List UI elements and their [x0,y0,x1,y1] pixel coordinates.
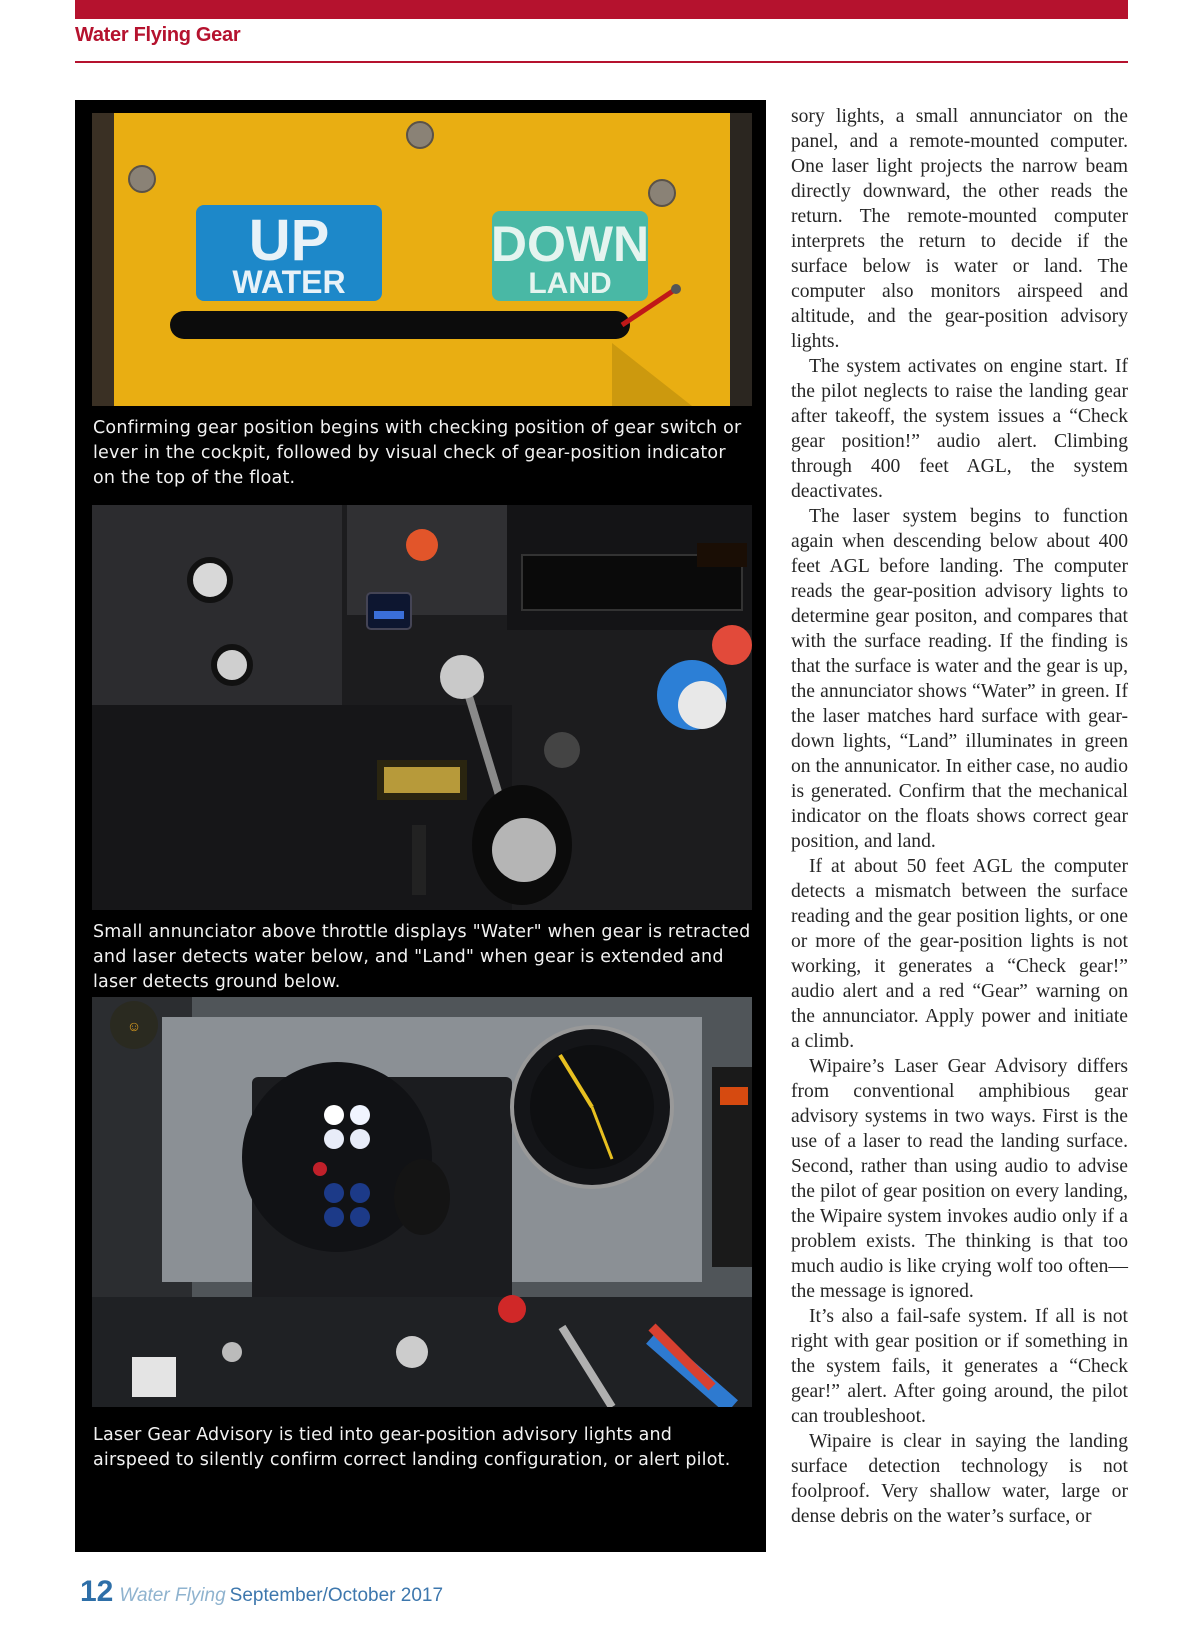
sign-water-text: WATER [232,264,346,300]
sign-up-text: UP [248,208,330,273]
issue-date: September/October 2017 [229,1585,444,1606]
photo-gear-indicator [92,113,752,406]
magazine-name: Water Flying [119,1585,226,1606]
photo-caption-3: Laser Gear Advisory is tied into gear-position advisory lights and airspeed to silently confirm correct landing configuration, or alert pilot. [93,1425,731,1470]
photo-annunciator-panel [92,505,752,910]
photo-gear-advisory-lights [92,997,752,1407]
header-bar [75,0,1128,19]
article-paragraph: It’s also a fail-safe system. If all is not right with gear position or if something in the system fails, it generates a “Check gear!” alert. After going around, the pilot can troubleshoot. [791,1306,1128,1427]
photo-panel [75,100,766,1552]
article-paragraph: Wipaire is clear in saying the landing surface detection technology is not foolproof. Very shallow water, large or dense debris on the water’s surface, or [791,1431,1128,1527]
gear-advisory-illustration [92,997,752,1407]
section-title: Water Flying Gear [75,24,241,46]
article-paragraph: The laser system begins to function again when descending below about 400 feet AGL before landing. The computer reads the gear-position advisory lights to determine gear positon, and compares that with the surface reading. If the finding is that the surface is water and the gear is up, the annunciator shows “Water” in green. If the laser matches hard surface with gear-down lights, “Land” illuminates in green on the annunicator. In either case, no audio is generated. Confirm that the mechanical indicator on the floats shows correct gear position, and land. [791,506,1128,852]
page-number: 12 [80,1575,114,1608]
gear-indicator-illustration [92,113,752,406]
article-paragraph: If at about 50 feet AGL the computer detects a mismatch between the surface reading and the gear position lights, or one or more of the gear-position lights is not working, it generates a “Check gear!” audio alert and a red “Gear” warning on the annunciator. Apply power and initiate a climb. [791,856,1128,1052]
article-paragraph: Wipaire’s Laser Gear Advisory differs from conventional amphibious gear advisory systems in two ways. First is the use of a laser to read the landing surface. Second, rather than using audio to advise the pilot of gear position on every landing, the Wipaire system invokes audio only if a problem exists. The thinking is that too much audio is like crying wolf too often—the message is ignored. [791,1056,1128,1302]
page-footer [80,1575,443,1609]
annunciator-panel-illustration [92,505,752,910]
photo-caption-1: Confirming gear position begins with checking position of gear switch or lever in the cockpit, followed by visual check of gear-position indicator on the top of the float. [93,418,742,488]
sign-down-text: DOWN [490,216,650,272]
header-rule [75,61,1128,63]
article-body [791,104,1128,1529]
article-paragraph: The system activates on engine start. If the pilot neglects to raise the landing gear after takeoff, the system issues a “Check gear position!” audio alert. Climbing through 400 feet AGL, the system deactivates. [791,356,1128,502]
article-paragraph: sory lights, a small annunciator on the panel, and a remote-mounted computer. One laser light projects the narrow beam directly downward, the other reads the return. The remote-mounted computer interprets the return to decide if the surface below is water or land. The computer also monitors airspeed and altitude, and the gear-position advisory lights. [791,106,1128,352]
svg-text:☺: ☺ [126,1018,142,1034]
photo-caption-2: Small annunciator above throttle displays "Water" when gear is retracted and laser detects water below, and "Land" when gear is extended and laser detects ground below. [93,922,751,992]
sign-land-text: LAND [528,267,612,300]
